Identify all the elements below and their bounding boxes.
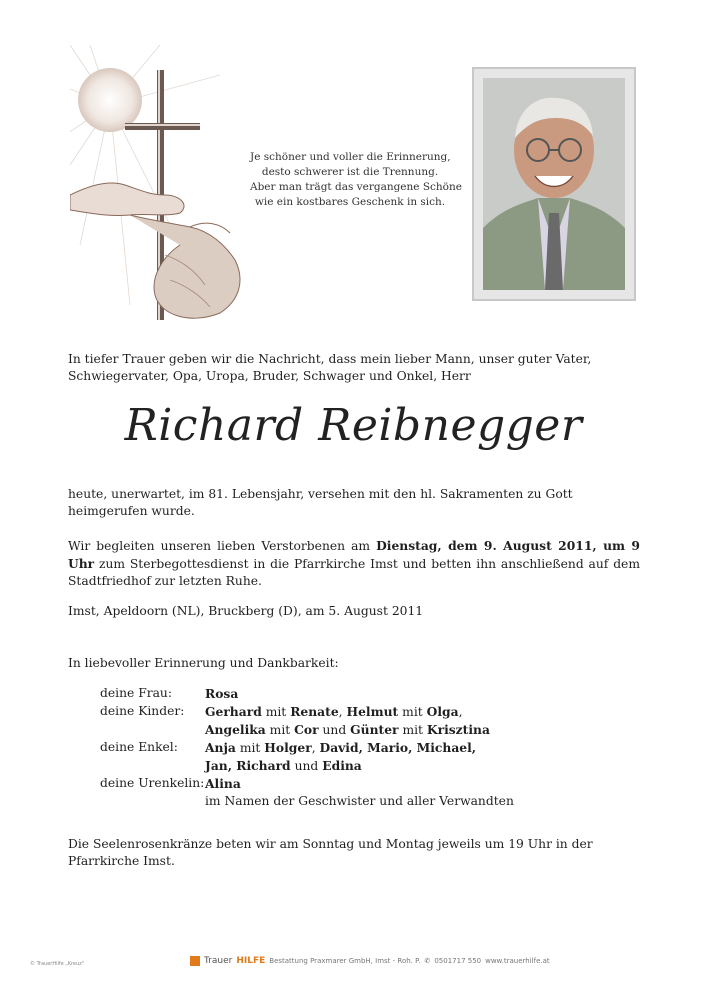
family-name: Renate: [290, 704, 339, 719]
place-date: Imst, Apeldoorn (NL), Bruckberg (D), am 5. August 2011: [68, 604, 424, 618]
family-name: Edina: [322, 758, 362, 773]
intro-text: In tiefer Trauer geben wir die Nachricht, dass mein lieber Mann, unser guter Vater, Schwiegervater, Opa, Uropa, Bruder, Schwager und Onkel, Herr: [68, 352, 592, 383]
quote-line: Aber man trägt das vergangene Schöne: [250, 181, 462, 193]
memory-line: In liebevoller Erinnerung und Dankbarkeit:: [68, 656, 339, 670]
portrait-frame: [472, 67, 636, 301]
quote-line: Je schöner und voller die Erinnerung,: [250, 151, 451, 163]
relation-label: deine Enkel:: [100, 740, 178, 754]
connector: mit: [269, 723, 291, 737]
connector: mit: [239, 741, 261, 755]
memorial-quote: [250, 150, 462, 210]
company-name: Bestattung Praxmarer GmbH, Imst - Roh. P.: [269, 957, 421, 965]
logo-text-trauer: Trauer: [204, 956, 233, 966]
family-row-wife: [100, 685, 620, 703]
connector: und: [322, 723, 347, 737]
website-link[interactable]: www.trauerhilfe.at: [485, 957, 550, 965]
connector: mit: [265, 705, 287, 719]
connector: mit: [402, 723, 423, 737]
family-name: Gerhard: [205, 704, 262, 719]
family-row-grandchildren: deine Enkel: Anja mit Holger, David, Mario, Michael,: [100, 740, 477, 755]
trauerhilfe-logo-icon: [190, 956, 200, 966]
relation-label: deine Kinder:: [100, 704, 185, 718]
siblings-line: im Namen der Geschwister und aller Verwandten: [205, 794, 514, 808]
cross-icon: [70, 45, 260, 335]
logo-text-hilfe: HILFE: [236, 956, 266, 966]
phone-icon: ✆: [424, 957, 431, 965]
family-name: Olga: [426, 704, 459, 719]
family-name: Günter: [350, 722, 399, 737]
family-name: Angelika: [205, 722, 266, 737]
portrait-photo: [483, 78, 625, 290]
family-row-children-2: [100, 721, 620, 739]
family-row-siblings: [100, 793, 620, 810]
family-name: Rosa: [205, 686, 239, 701]
family-row-grandchildren-2: [100, 757, 620, 775]
family-row-children: deine Kinder: Gerhard mit Renate, Helmut mit Olga,: [100, 704, 463, 719]
family-name: Alina: [205, 776, 241, 791]
deceased-name: Richard Reibnegger: [124, 400, 583, 451]
family-name: Anja: [205, 740, 236, 755]
family-row-great-grandchild: [100, 775, 620, 793]
family-name: Jan, Richard: [205, 758, 291, 773]
funeral-date: Dienstag, dem 9. August 2011, um 9 Uhr: [68, 538, 640, 571]
funeral-text: Wir begleiten unseren lieben Verstorbenen am: [68, 539, 377, 553]
relation-label: deine Frau:: [100, 686, 172, 700]
family-name: Holger: [264, 740, 312, 755]
phone-number: 0501717 550: [434, 957, 482, 965]
rosary-info: Die Seelenrosenkränze beten wir am Sonntag und Montag jeweils um 19 Uhr in der Pfarrkirche Imst.: [68, 837, 593, 868]
copyright-note: © TrauerHilfe „Kreuz": [30, 961, 85, 967]
person-icon: [483, 78, 625, 290]
family-name: Cor: [294, 722, 319, 737]
footer: [190, 956, 550, 966]
connector: und: [294, 759, 319, 773]
connector: mit: [402, 705, 423, 719]
relation-label: deine Urenkelin:: [100, 776, 205, 790]
family-name: David, Mario, Michael,: [319, 740, 477, 755]
death-notice: heute, unerwartet, im 81. Lebensjahr, versehen mit den hl. Sakramenten zu Gott heimgerufen wurde.: [68, 487, 573, 518]
cross-hands-illustration: [70, 45, 260, 335]
quote-line: wie ein kostbares Geschenk in sich.: [254, 196, 446, 208]
quote-line: desto schwerer ist die Trennung.: [261, 166, 439, 178]
family-list: [100, 685, 620, 810]
funeral-text: zum Sterbegottesdienst in die Pfarrkirche Imst und betten ihn anschließend auf dem Stadtfriedhof zur letzten Ruhe.: [68, 557, 640, 588]
funeral-info: [68, 537, 640, 590]
family-name: Krisztina: [426, 722, 490, 737]
family-name: Helmut: [346, 704, 399, 719]
